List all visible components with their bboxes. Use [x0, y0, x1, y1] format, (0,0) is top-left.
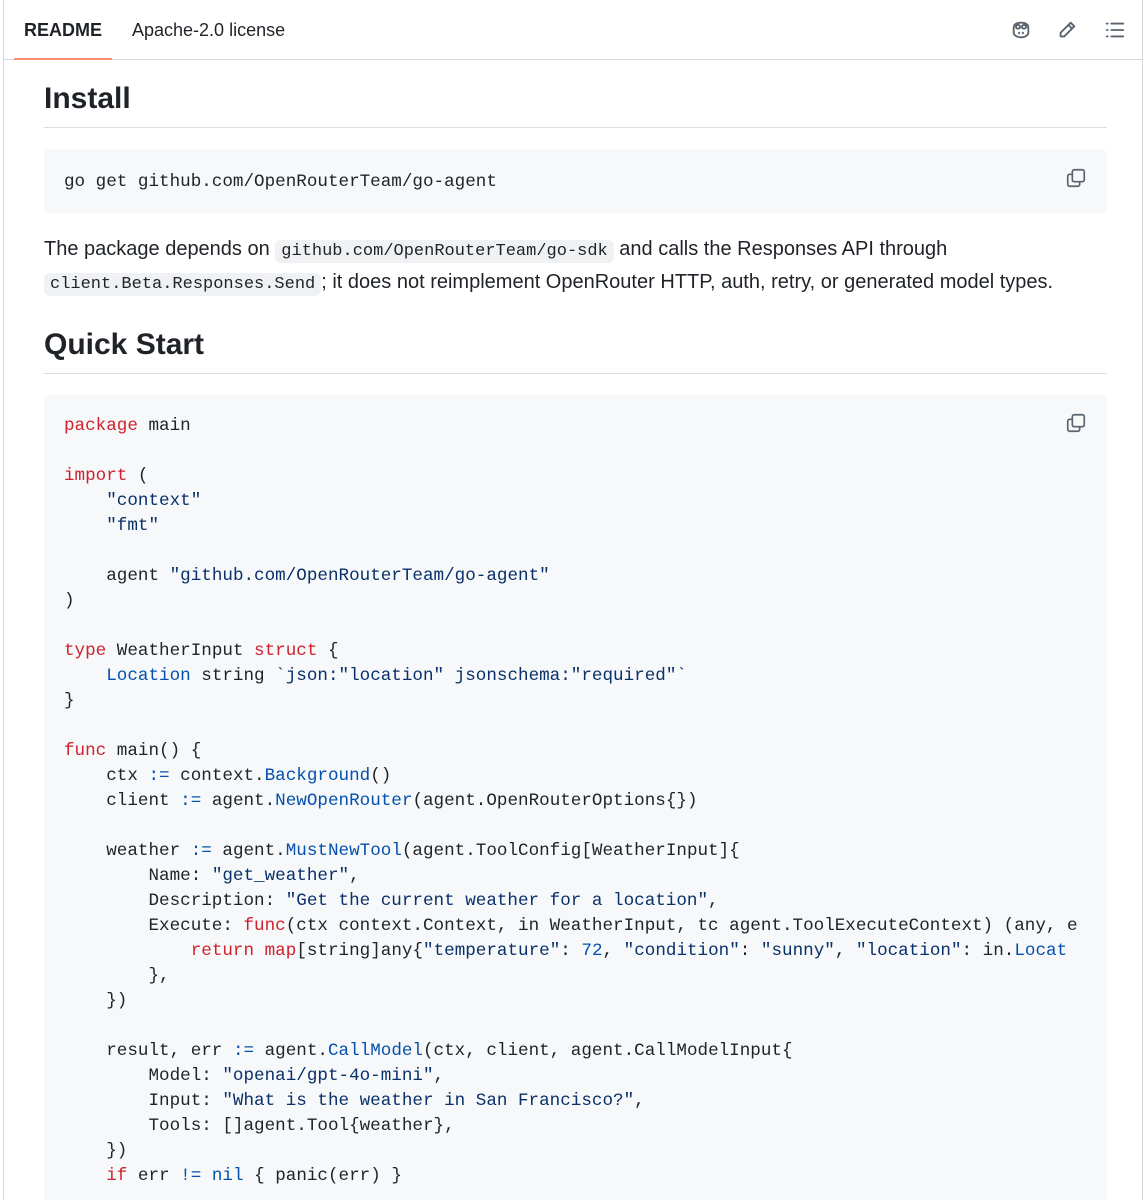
code-token: Background	[264, 766, 371, 786]
code-token: "get_weather"	[211, 866, 350, 886]
readme-panel	[3, 0, 1143, 1200]
code-token: result, err	[64, 1041, 233, 1061]
code-line	[64, 689, 1078, 714]
install-command[interactable]: go get github.com/OpenRouterTeam/go-agent	[64, 172, 497, 192]
code-token: })	[64, 1141, 128, 1161]
code-token	[64, 491, 106, 511]
code-token: main	[137, 416, 191, 436]
pencil-icon[interactable]	[1053, 16, 1081, 44]
code-token	[64, 516, 106, 536]
code-line	[64, 1089, 1078, 1114]
code-token: agent.	[201, 791, 276, 811]
code-token: WeatherInput	[106, 641, 255, 661]
code-line	[64, 1039, 1078, 1064]
code-token: ctx	[64, 766, 149, 786]
paragraph-text: ; it does not reimplement OpenRouter HTTP, auth, retry, or generated model types.	[321, 271, 1054, 293]
code-token: Input:	[64, 1091, 223, 1111]
code-token: ,	[433, 1066, 445, 1086]
inline-code-send: client.Beta.Responses.Send	[44, 273, 321, 296]
code-token: ,	[834, 941, 856, 961]
code-line	[64, 939, 1078, 964]
code-token: import	[64, 466, 128, 486]
code-line	[64, 739, 1078, 764]
copy-icon[interactable]	[1063, 410, 1089, 436]
code-line	[64, 414, 1078, 439]
install-code-block	[44, 149, 1107, 214]
code-token: CallModel	[327, 1041, 423, 1061]
code-token: `json:"location" jsonschema:"required"`	[275, 666, 687, 686]
code-token: "context"	[106, 491, 202, 511]
code-token: Location	[106, 666, 191, 686]
code-line	[64, 489, 1078, 514]
code-token: MustNewTool	[285, 841, 402, 861]
code-line	[64, 989, 1078, 1014]
code-token	[254, 941, 265, 961]
code-token: func	[243, 916, 286, 936]
code-line	[64, 789, 1078, 814]
code-token: ,	[349, 866, 360, 886]
code-token: { panic(err) }	[243, 1166, 402, 1186]
dependency-paragraph	[44, 234, 1107, 300]
code-token: err	[127, 1166, 181, 1186]
tab-readme[interactable]: README	[14, 0, 112, 60]
code-token: :	[560, 941, 582, 961]
code-token: "fmt"	[106, 516, 160, 536]
code-token: client	[64, 791, 181, 811]
code-token: agent.	[211, 841, 286, 861]
code-token: :=	[180, 791, 202, 811]
code-line	[64, 614, 1078, 639]
code-line	[64, 539, 1078, 564]
code-token: agent	[64, 566, 170, 586]
code-token: weather	[64, 841, 191, 861]
code-token	[201, 1166, 212, 1186]
code-line	[64, 964, 1078, 989]
code-token: (ctx context.Context, in WeatherInput, tc agent.ToolExecuteContext) (any, e	[285, 916, 1078, 936]
code-token: :=	[190, 841, 212, 861]
code-token: ,	[602, 941, 624, 961]
readme-tab-bar	[4, 0, 1142, 60]
code-token: (agent.ToolConfig[WeatherInput]{	[401, 841, 740, 861]
code-token: agent.	[254, 1041, 328, 1061]
code-token: nil	[211, 1166, 244, 1186]
code-token: !=	[180, 1166, 202, 1186]
copilot-icon[interactable]	[1007, 16, 1035, 44]
code-line	[64, 1014, 1078, 1039]
code-token: struct	[254, 641, 318, 661]
code-line	[64, 1164, 1078, 1189]
code-token: :=	[148, 766, 170, 786]
code-token: "sunny"	[760, 941, 835, 961]
code-token: (	[127, 466, 149, 486]
code-token: "github.com/OpenRouterTeam/go-agent"	[169, 566, 550, 586]
code-token: string	[190, 666, 276, 686]
code-token: Name:	[64, 866, 212, 886]
code-token: "openai/gpt-4o-mini"	[222, 1066, 434, 1086]
install-heading: Install	[44, 82, 1107, 128]
code-token: Execute:	[64, 916, 244, 936]
code-token: NewOpenRouter	[275, 791, 413, 811]
code-token: (agent.OpenRouterOptions{})	[412, 791, 698, 811]
paragraph-text: The package depends on	[44, 238, 276, 260]
code-token: Description:	[64, 891, 286, 911]
code-line	[64, 1139, 1078, 1164]
code-line	[64, 464, 1078, 489]
code-token: func	[64, 741, 107, 761]
inline-code-sdk: github.com/OpenRouterTeam/go-sdk	[275, 240, 613, 263]
code-token: {	[317, 641, 339, 661]
code-line	[64, 839, 1078, 864]
code-line	[64, 664, 1078, 689]
code-line	[64, 914, 1078, 939]
code-token: (ctx, client, agent.CallModelInput{	[423, 1041, 793, 1061]
list-outline-icon[interactable]	[1101, 16, 1129, 44]
code-token	[64, 941, 191, 961]
code-token: context.	[169, 766, 265, 786]
code-line	[64, 439, 1078, 464]
code-token: "What is the weather in San Francisco?"	[222, 1091, 635, 1111]
code-line	[64, 814, 1078, 839]
code-token: })	[64, 991, 128, 1011]
code-line	[64, 714, 1078, 739]
code-token: ,	[708, 891, 719, 911]
code-token: ,	[634, 1091, 645, 1111]
code-token: main() {	[106, 741, 202, 761]
code-line	[64, 639, 1078, 664]
code-token: :	[739, 941, 761, 961]
code-line	[64, 514, 1078, 539]
code-token	[64, 1166, 106, 1186]
code-token: package	[64, 416, 138, 436]
code-token: ()	[370, 766, 392, 786]
code-token: "condition"	[623, 941, 740, 961]
code-token: [string]any{	[296, 941, 424, 961]
code-token: if	[106, 1166, 128, 1186]
code-line	[64, 889, 1078, 914]
quick-start-code-block	[44, 394, 1107, 1200]
code-token: "temperature"	[423, 941, 561, 961]
code-token: Locat	[1014, 941, 1068, 961]
code-token: type	[64, 641, 107, 661]
code-token: 72	[581, 941, 603, 961]
code-line	[64, 564, 1078, 589]
code-token	[64, 666, 106, 686]
code-token: :=	[232, 1041, 255, 1061]
code-token: map	[264, 941, 297, 961]
code-line	[64, 1114, 1078, 1139]
code-line	[64, 1064, 1078, 1089]
code-token: : in.	[961, 941, 1015, 961]
code-line	[64, 764, 1078, 789]
code-token: Model:	[64, 1066, 223, 1086]
code-token: },	[64, 966, 170, 986]
copy-icon[interactable]	[1063, 165, 1089, 191]
code-line	[64, 864, 1078, 889]
code-listing[interactable]	[64, 414, 1078, 1189]
code-token: }	[64, 691, 75, 711]
code-token: Tools: []agent.Tool{weather},	[64, 1116, 455, 1136]
paragraph-text: and calls the Responses API through	[613, 238, 948, 260]
code-token: "Get the current weather for a location"	[285, 891, 709, 911]
code-token: return	[190, 941, 255, 961]
code-token: )	[64, 591, 75, 611]
code-line	[64, 589, 1078, 614]
tab-license[interactable]: Apache-2.0 license	[132, 20, 286, 40]
code-token: "location"	[855, 941, 962, 961]
quick-start-heading: Quick Start	[44, 328, 1107, 374]
